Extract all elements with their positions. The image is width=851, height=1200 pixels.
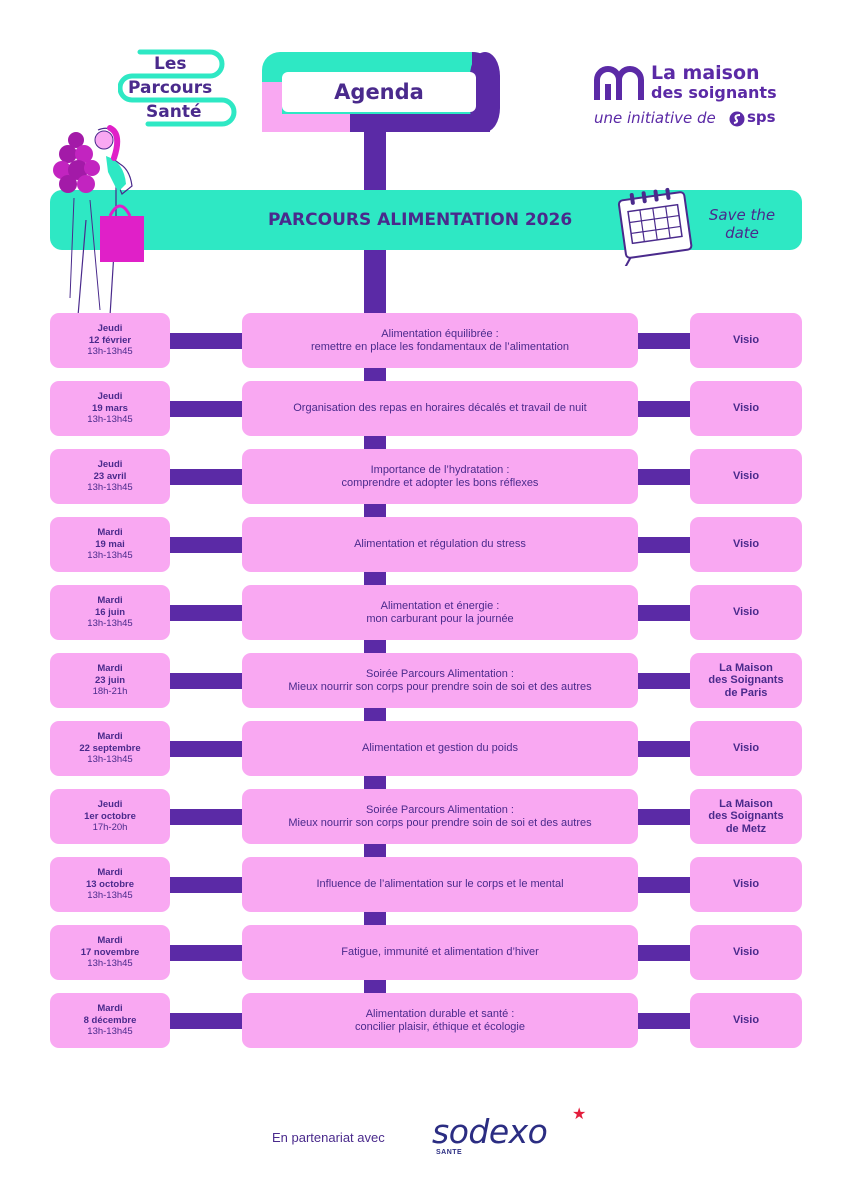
session-topic-line: Mieux nourrir son corps pour prendre soin de soi et des autres (288, 816, 592, 829)
session-date-box (50, 449, 170, 504)
session-place-line: Visio (732, 1014, 760, 1027)
sps-wordmark: sps (747, 108, 776, 126)
session-date: 19 mars (92, 402, 128, 414)
session-day: Mardi (97, 663, 123, 675)
connector-right (636, 945, 692, 961)
session-day: Mardi (97, 595, 123, 607)
session-row (0, 517, 851, 572)
session-place-box (690, 653, 802, 708)
session-place-line: La Maison (719, 797, 773, 810)
session-date-box (50, 993, 170, 1048)
session-place-box (690, 925, 802, 980)
connector-left (168, 809, 244, 825)
session-place-line: des Soignants (708, 810, 784, 823)
session-place-line: Visio (732, 470, 760, 483)
session-topic-box (242, 449, 638, 504)
session-topic-box (242, 789, 638, 844)
session-row (0, 585, 851, 640)
session-topic-box (242, 517, 638, 572)
woman-illustration (46, 120, 146, 320)
timeline-spine-top (364, 130, 386, 192)
session-place-box (690, 721, 802, 776)
session-place-box (690, 517, 802, 572)
session-date: 23 avril (93, 470, 127, 482)
sodexo-logo (432, 1104, 602, 1164)
session-time: 13h-13h45 (87, 346, 133, 358)
session-row (0, 789, 851, 844)
session-day: Mardi (97, 527, 123, 539)
session-topic-box (242, 313, 638, 368)
session-topic-box (242, 721, 638, 776)
session-topic-line: Alimentation et énergie : (380, 599, 500, 612)
session-topic-box (242, 857, 638, 912)
session-day: Jeudi (97, 459, 123, 471)
sps-logo-icon (729, 110, 745, 128)
session-place-line: Visio (732, 538, 760, 551)
banner-title: PARCOURS ALIMENTATION 2026 (268, 210, 573, 230)
session-topic-line: Alimentation équilibrée : (381, 327, 499, 340)
session-place-line: des Soignants (708, 674, 784, 687)
session-topic-line: Alimentation durable et santé : (365, 1007, 515, 1020)
session-date: 8 décembre (83, 1014, 137, 1026)
session-time: 18h-21h (92, 686, 128, 698)
connector-left (168, 1013, 244, 1029)
session-topic-line: Mieux nourrir son corps pour prendre soin de soi et des autres (288, 680, 592, 693)
session-day: Mardi (97, 867, 123, 879)
session-place-line: La Maison (719, 661, 773, 674)
session-place-box (690, 857, 802, 912)
session-place-line: Visio (732, 606, 760, 619)
save-the-date-text: Save the date (708, 206, 776, 242)
session-place-box (690, 313, 802, 368)
session-day: Jeudi (97, 799, 123, 811)
connector-right (636, 605, 692, 621)
session-place-box (690, 449, 802, 504)
session-topic-line: Soirée Parcours Alimentation : (366, 667, 514, 680)
session-row (0, 721, 851, 776)
sodexo-sante-label: SANTE (436, 1149, 463, 1156)
session-date: 1er octobre (84, 810, 136, 822)
session-place-line: Visio (732, 742, 760, 755)
session-place-box (690, 585, 802, 640)
session-day: Jeudi (97, 323, 123, 335)
connector-left (168, 741, 244, 757)
parcours-logo-line-2: Parcours (128, 78, 213, 98)
session-date: 23 juin (94, 674, 126, 686)
session-place-box (690, 789, 802, 844)
connector-left (168, 945, 244, 961)
session-time: 13h-13h45 (87, 618, 133, 630)
session-date-box (50, 721, 170, 776)
session-place-line: de Paris (724, 686, 768, 699)
session-time: 13h-13h45 (87, 550, 133, 562)
maison-des-soignants-logo (594, 60, 794, 135)
session-row (0, 381, 851, 436)
session-row (0, 857, 851, 912)
session-place-box (690, 993, 802, 1048)
session-date: 19 mai (95, 538, 125, 550)
session-topic-box (242, 993, 638, 1048)
session-day: Mardi (97, 935, 123, 947)
connector-left (168, 877, 244, 893)
session-day: Mardi (97, 731, 123, 743)
session-row (0, 653, 851, 708)
connector-left (168, 605, 244, 621)
session-date-box (50, 313, 170, 368)
session-topic-line: Alimentation et régulation du stress (354, 538, 526, 550)
session-date: 12 février (88, 334, 132, 346)
session-time: 13h-13h45 (87, 958, 133, 970)
connector-right (636, 537, 692, 553)
connector-right (636, 673, 692, 689)
session-date: 13 octobre (85, 878, 135, 890)
session-time: 17h-20h (92, 822, 128, 834)
session-place-box (690, 381, 802, 436)
session-topic-box (242, 925, 638, 980)
maison-subtitle: une initiative de (594, 109, 716, 127)
session-topic-line: comprendre et adopter les bons réflexes (341, 476, 539, 489)
session-topic-line: concilier plaisir, éthique et écologie (355, 1020, 525, 1033)
session-date: 16 juin (94, 606, 126, 618)
session-place-line: Visio (732, 878, 760, 891)
session-topic-box (242, 653, 638, 708)
connector-left (168, 333, 244, 349)
parcours-logo-line-3: Santé (146, 102, 202, 122)
session-date: 22 septembre (79, 742, 141, 754)
session-date-box (50, 585, 170, 640)
agenda-title: Agenda (282, 72, 476, 112)
maison-logo-icon (594, 60, 644, 104)
session-date-box (50, 517, 170, 572)
session-place-line: Visio (732, 402, 760, 415)
sodexo-star-icon: ★ (572, 1106, 587, 1123)
session-date-box (50, 857, 170, 912)
session-day: Mardi (97, 1003, 123, 1015)
connector-right (636, 469, 692, 485)
connector-left (168, 537, 244, 553)
connector-right (636, 333, 692, 349)
connector-right (636, 741, 692, 757)
session-topic-line: Organisation des repas en horaires décalés et travail de nuit (293, 402, 587, 414)
session-row (0, 925, 851, 980)
session-topic-box (242, 585, 638, 640)
session-topic-line: mon carburant pour la journée (366, 612, 514, 625)
partner-text: En partenariat avec (272, 1130, 385, 1145)
session-date-box (50, 789, 170, 844)
session-time: 13h-13h45 (87, 754, 133, 766)
session-topic-line: Fatigue, immunité et alimentation d’hiver (341, 946, 539, 958)
session-place-line: Visio (732, 334, 760, 347)
session-time: 13h-13h45 (87, 1026, 133, 1038)
maison-title-line-1: La maison (651, 62, 760, 84)
connector-left (168, 673, 244, 689)
session-day: Jeudi (97, 391, 123, 403)
connector-right (636, 877, 692, 893)
session-topic-line: remettre en place les fondamentaux de l’alimentation (310, 340, 570, 353)
parcours-logo-line-1: Les (154, 54, 187, 74)
connector-right (636, 809, 692, 825)
session-topic-line: Alimentation et gestion du poids (362, 742, 518, 754)
session-topic-line: Influence de l’alimentation sur le corps et le mental (316, 878, 564, 890)
session-place-line: Visio (732, 946, 760, 959)
session-row (0, 993, 851, 1048)
connector-right (636, 1013, 692, 1029)
session-date-box (50, 381, 170, 436)
session-row (0, 449, 851, 504)
session-date-box (50, 653, 170, 708)
sodexo-wordmark: sodexo (432, 1112, 548, 1151)
session-row (0, 313, 851, 368)
connector-left (168, 469, 244, 485)
connector-left (168, 401, 244, 417)
session-topic-line: Soirée Parcours Alimentation : (366, 803, 514, 816)
session-date-box (50, 925, 170, 980)
maison-title-line-2: des soignants (651, 83, 777, 102)
session-time: 13h-13h45 (87, 890, 133, 902)
session-topic-box (242, 381, 638, 436)
session-time: 13h-13h45 (87, 414, 133, 426)
session-time: 13h-13h45 (87, 482, 133, 494)
session-topic-line: Importance de l’hydratation : (370, 463, 510, 476)
connector-right (636, 401, 692, 417)
calendar-icon (612, 182, 698, 266)
session-place-line: de Metz (725, 822, 767, 835)
session-date: 17 novembre (80, 946, 140, 958)
